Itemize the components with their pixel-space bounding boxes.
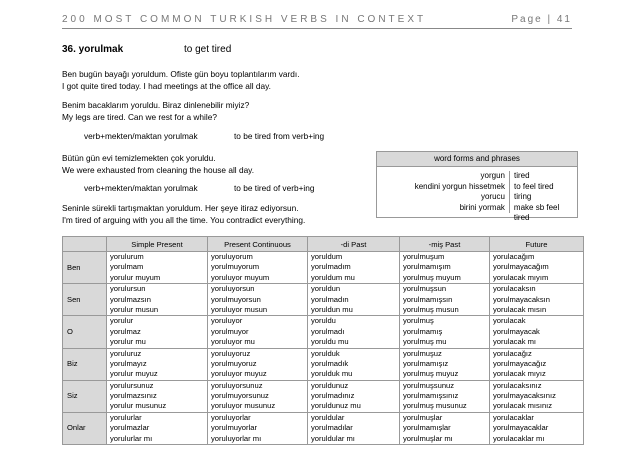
pronoun-cell: Sen: [63, 284, 107, 316]
verb-form: yorulacak mısın: [493, 304, 547, 314]
conjugation-cell: [308, 348, 400, 380]
verb-form: yorulmayacaksın: [493, 294, 550, 304]
page-header: [62, 14, 572, 29]
verb-form: yoruluyorlar mı: [211, 433, 262, 443]
conjugation-cell: [490, 252, 584, 284]
pronoun-cell: Onlar: [63, 412, 107, 444]
verb-form: yorulmadın: [311, 294, 349, 304]
table-row: [63, 348, 584, 380]
conjugation-cell: [208, 316, 308, 348]
verb-form: yoruluyorsun: [211, 284, 255, 294]
verb-form: yorulmuşsunuz: [403, 380, 455, 390]
verb-form: yoruluyorlar: [211, 412, 251, 422]
word-forms-title: word forms and phrases: [377, 152, 577, 167]
verb-form: yorulacak mıyım: [493, 272, 549, 282]
example-2-en: My legs are tired. Can we rest for a while?: [62, 111, 217, 122]
verb-form: yorulmuyorum: [211, 262, 260, 272]
verb-form: yorulmayacaksınız: [493, 391, 556, 401]
verb-form: yorulmamışsınız: [403, 391, 459, 401]
verb-form: yorulmamış: [403, 326, 443, 336]
verb-form: yorulur: [110, 316, 134, 326]
verb-form: yorulurlar: [110, 412, 142, 422]
verb-form: yorulur mu: [110, 337, 146, 347]
verb-form: yoruluyoruz: [211, 348, 251, 358]
verb-form: yorulmayacağız: [493, 358, 547, 368]
page-number: Page | 41: [511, 14, 572, 25]
verb-form: yorulmam: [110, 262, 144, 272]
verb-form: yorulmadım: [311, 262, 351, 272]
verb-form: yorulmuş musun: [403, 304, 459, 314]
pattern-1-en: to be tired from verb+ing: [234, 131, 325, 141]
word-form-tr: kendini yorgun hissetmek: [377, 182, 510, 193]
verb-title: 36. yorulmak: [62, 44, 124, 55]
verb-form: yorulmuşsun: [403, 284, 447, 294]
verb-form: yorulacak mıyız: [493, 369, 546, 379]
pattern-1-tr: verb+mekten/maktan yorulmak: [84, 131, 198, 141]
conjugation-cell: [400, 316, 490, 348]
pronoun-cell: Ben: [63, 252, 107, 284]
verb-form: yorulmuyoruz: [211, 358, 257, 368]
verb-form: yorulmuş musunuz: [403, 401, 467, 411]
verb-form: yorulmayacak: [493, 326, 540, 336]
example-4-en: I'm tired of arguing with you all the time. You contradict everything.: [62, 214, 306, 225]
example-3-en: We were exhausted from cleaning the house all day.: [62, 164, 255, 175]
verb-form: yorulmuş: [403, 316, 434, 326]
table-header-row: [63, 237, 584, 252]
verb-form: yorulmaz: [110, 326, 141, 336]
word-form-en: to feel tired: [514, 181, 554, 191]
table-header: -di Past: [308, 237, 400, 252]
table-header-blank: [63, 237, 107, 252]
verb-form: yorulursun: [110, 284, 146, 294]
verb-form: yoruluyorsunuz: [211, 380, 263, 390]
verb-form: yoruluyor mu: [211, 337, 255, 347]
table-header: -miş Past: [400, 237, 490, 252]
verb-form: yorulmamışım: [403, 262, 451, 272]
verb-meaning: to get tired: [184, 44, 232, 55]
verb-form: yorulmuş muyuz: [403, 369, 459, 379]
verb-form: yoruldum: [311, 252, 343, 261]
example-1: [62, 69, 300, 92]
verb-form: yorulacaksınız: [493, 380, 542, 390]
verb-form: yoruldun mu: [311, 304, 353, 314]
verb-form: yorulmuyor: [211, 326, 249, 336]
word-form-row: [377, 192, 577, 203]
verb-form: yorulursunuz: [110, 380, 154, 390]
conjugation-cell: [400, 284, 490, 316]
conjugation-cell: [308, 380, 400, 412]
verb-form: yorulmamışız: [403, 358, 449, 368]
example-3-tr: Bütün gün evi temizlemekten çok yoruldu.: [62, 153, 216, 163]
conjugation-cell: [208, 284, 308, 316]
verb-form: yoruldu mu: [311, 337, 349, 347]
verb-form: yorulmuyorsunuz: [211, 391, 269, 401]
verb-form: yorulacaklar mı: [493, 433, 545, 443]
conjugation-cell: [490, 316, 584, 348]
table-row: [63, 284, 584, 316]
conjugation-cell: [208, 380, 308, 412]
pattern-1: [84, 131, 325, 141]
verb-entry: [62, 44, 232, 55]
verb-form: yorulacak: [493, 316, 526, 326]
table-row: [63, 380, 584, 412]
word-forms-box: [376, 151, 578, 222]
conjugation-cell: [490, 412, 584, 444]
conjugation-cell: [308, 412, 400, 444]
example-2-tr: Benim bacaklarım yoruldu. Biraz dinlenebilir miyiz?: [62, 100, 250, 110]
example-4: [62, 203, 305, 226]
verb-form: yorulmazsınız: [110, 391, 157, 401]
conjugation-cell: [107, 348, 208, 380]
verb-form: yoruldu: [311, 316, 336, 326]
verb-form: yoruluyorum: [211, 252, 253, 261]
pronoun-cell: Biz: [63, 348, 107, 380]
verb-form: yorulmayız: [110, 358, 147, 368]
conjugation-cell: [400, 412, 490, 444]
verb-form: yorulmadı: [311, 326, 345, 336]
conjugation-cell: [308, 316, 400, 348]
verb-form: yorulacaksın: [493, 284, 536, 294]
pattern-2-tr: verb+mekten/maktan yorulmak: [84, 183, 198, 193]
word-form-tr: birini yormak: [377, 203, 510, 214]
verb-form: yorulmadık: [311, 358, 349, 368]
verb-form: yorulurum: [110, 252, 144, 261]
verb-form: yorulacağız: [493, 348, 532, 358]
example-3: [62, 153, 254, 176]
table-header: Present Continuous: [208, 237, 308, 252]
verb-form: yorulmazsın: [110, 294, 151, 304]
verb-form: yorulurlar mı: [110, 433, 153, 443]
conjugation-table: [62, 236, 584, 445]
verb-form: yorulacağım: [493, 252, 535, 261]
conjugation-cell: [208, 412, 308, 444]
verb-form: yorulmuşlar mı: [403, 433, 453, 443]
verb-form: yoruldunuz mu: [311, 401, 361, 411]
table-row: [63, 316, 584, 348]
table-header: Future: [490, 237, 584, 252]
verb-form: yoruluyor: [211, 316, 243, 326]
conjugation-cell: [107, 284, 208, 316]
example-1-tr: Ben bugün bayağı yoruldum. Ofiste gün boyu toplantılarım vardı.: [62, 69, 300, 79]
word-form-en: tiring: [514, 192, 532, 201]
verb-form: yoruluyor musunuz: [211, 401, 276, 411]
conjugation-cell: [308, 284, 400, 316]
verb-form: yoruluyor muyuz: [211, 369, 267, 379]
conjugation-cell: [107, 252, 208, 284]
word-form-en: tired: [514, 171, 530, 180]
verb-form: yoruldum mu: [311, 272, 355, 282]
table-header: Simple Present: [107, 237, 208, 252]
verb-form: yorulmayacağım: [493, 262, 549, 272]
conjugation-cell: [490, 284, 584, 316]
word-form-row: [377, 202, 577, 222]
verb-form: yorulduk mu: [311, 369, 353, 379]
pattern-2: [84, 183, 315, 193]
conjugation-cell: [490, 380, 584, 412]
verb-form: yorulmazlar: [110, 423, 150, 433]
verb-form: yorulmuşuz: [403, 348, 442, 358]
verb-form: yorulmadınız: [311, 391, 355, 401]
table-row: [63, 412, 584, 444]
verb-form: yoruluruz: [110, 348, 142, 358]
verb-form: yorulmuş mu: [403, 337, 447, 347]
table-row: [63, 252, 584, 284]
conjugation-cell: [107, 316, 208, 348]
verb-form: yorulacak mı: [493, 337, 537, 347]
example-1-en: I got quite tired today. I had meetings at the office all day.: [62, 80, 271, 91]
conjugation-cell: [400, 348, 490, 380]
verb-form: yorulduk: [311, 348, 340, 358]
verb-form: yoruldunuz: [311, 380, 349, 390]
verb-form: yorulacaklar: [493, 412, 534, 422]
conjugation-cell: [400, 380, 490, 412]
verb-form: yorulur muyuz: [110, 369, 158, 379]
verb-form: yorulur muyum: [110, 272, 161, 282]
word-form-en: make sb feel tired: [513, 202, 560, 222]
verb-form: yorulmadılar: [311, 423, 353, 433]
conjugation-cell: [208, 348, 308, 380]
verb-form: yoruldular mı: [311, 433, 355, 443]
word-form-row: [377, 171, 577, 182]
book-title: 200 MOST COMMON TURKISH VERBS IN CONTEXT: [62, 14, 427, 25]
verb-form: yoruluyor musun: [211, 304, 268, 314]
conjugation-cell: [107, 412, 208, 444]
word-form-row: [377, 182, 577, 193]
conjugation-cell: [107, 380, 208, 412]
example-4-tr: Seninle sürekli tartışmaktan yoruldum. Her şeye itiraz ediyorsun.: [62, 203, 299, 213]
conjugation-cell: [308, 252, 400, 284]
verb-form: yoruldular: [311, 412, 345, 422]
conjugation-cell: [208, 252, 308, 284]
conjugation-cell: [400, 252, 490, 284]
word-form-tr: yorgun: [377, 171, 510, 182]
verb-form: yoruldun: [311, 284, 341, 294]
verb-form: yorulmuş muyum: [403, 272, 461, 282]
verb-form: yorulmamışlar: [403, 423, 451, 433]
pronoun-cell: Siz: [63, 380, 107, 412]
verb-form: yorulmuşum: [403, 252, 445, 261]
verb-form: yorulmuyorsun: [211, 294, 261, 304]
verb-form: yorulmuşlar: [403, 412, 443, 422]
pronoun-cell: O: [63, 316, 107, 348]
verb-form: yorulmamışsın: [403, 294, 453, 304]
pattern-2-en: to be tired of verb+ing: [234, 183, 315, 193]
verb-form: yorulur musun: [110, 304, 159, 314]
conjugation-cell: [490, 348, 584, 380]
verb-form: yorulmuyorlar: [211, 423, 257, 433]
verb-form: yoruluyor muyum: [211, 272, 270, 282]
verb-form: yorulacak mısınız: [493, 401, 553, 411]
word-form-tr: yorucu: [377, 192, 510, 203]
verb-form: yorulur musunuz: [110, 401, 167, 411]
example-2: [62, 100, 249, 123]
verb-form: yorulmayacaklar: [493, 423, 549, 433]
